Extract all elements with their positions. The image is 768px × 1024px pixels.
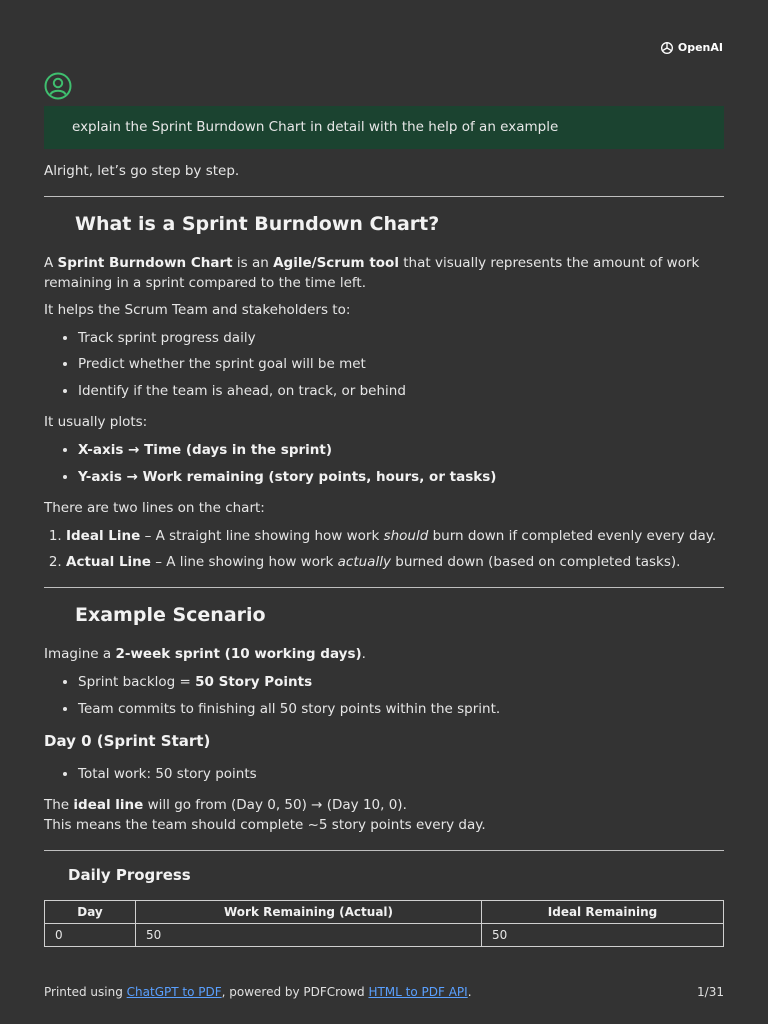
response-content	[44, 162, 724, 947]
section-title-example: Example Scenario	[75, 603, 266, 626]
list-item: 1. Ideal Line – A straight line showing how work should burn down if completed evenly every day.	[66, 527, 724, 547]
day0-list	[44, 765, 724, 785]
intro-text: Alright, let’s go step by step.	[44, 163, 240, 179]
day0-title: Day 0 (Sprint Start)	[44, 732, 211, 751]
list-item: • Identify if the team is ahead, on track, or behind	[78, 382, 724, 402]
prompt-text: explain the Sprint Burndown Chart in detail with the help of an example	[72, 119, 559, 135]
list-item: • Predict whether the sprint goal will be met	[78, 355, 724, 375]
axes-list	[44, 441, 724, 487]
list-item: 2. Actual Line – A line showing how work actually burned down (based on completed tasks).	[66, 553, 724, 573]
definition-paragraph: A Sprint Burndown Chart is an Agile/Scrum tool that visually represents the amount of work remaining in a sprint compared to the time left.	[44, 255, 700, 291]
table-header-row	[45, 901, 724, 924]
footer	[44, 984, 724, 1001]
section-title-what-is: What is a Sprint Burndown Chart?	[75, 212, 440, 235]
openai-icon	[659, 40, 675, 56]
list-item: • Sprint backlog = 50 Story Points	[78, 673, 724, 693]
list-item: • Track sprint progress daily	[78, 329, 724, 349]
table-cell: 0	[45, 924, 136, 947]
means-text: This means the team should complete ~5 story points every day.	[44, 816, 486, 833]
table-cell: 50	[482, 924, 724, 947]
daily-progress-title: Daily Progress	[68, 865, 191, 884]
column-header: Day	[45, 901, 136, 924]
html-to-pdf-api-link[interactable]: HTML to PDF API	[368, 985, 468, 999]
divider	[44, 587, 724, 588]
helps-text: It helps the Scrum Team and stakeholders to:	[44, 302, 351, 319]
plots-text: It usually plots:	[44, 414, 148, 431]
ideal-line-paragraph: The ideal line will go from (Day 0, 50) → (Day 10, 0).	[44, 797, 407, 814]
brand-name: OpenAI	[677, 41, 723, 55]
column-header: Work Remaining (Actual)	[136, 901, 482, 924]
openai-logo	[659, 40, 723, 56]
list-item: • X-axis → Time (days in the sprint)	[78, 441, 724, 461]
two-lines-text: There are two lines on the chart:	[44, 500, 265, 517]
chatgpt-to-pdf-link[interactable]: ChatGPT to PDF	[126, 985, 222, 999]
page-number: 1/31	[697, 985, 724, 999]
footer-credit: Printed using ChatGPT to PDF, powered by PDFCrowd HTML to PDF API.	[44, 985, 472, 999]
progress-table	[44, 900, 724, 947]
imagine-paragraph: Imagine a 2-week sprint (10 working days).	[44, 646, 366, 663]
divider	[44, 196, 724, 197]
table-row	[45, 924, 724, 947]
scenario-list	[44, 673, 724, 719]
user-prompt	[44, 106, 724, 149]
column-header: Ideal Remaining	[482, 901, 724, 924]
user-avatar-icon	[44, 72, 72, 100]
table-cell: 50	[136, 924, 482, 947]
list-item: • Y-axis → Work remaining (story points, hours, or tasks)	[78, 468, 724, 488]
list-item: • Total work: 50 story points	[78, 765, 724, 785]
helps-list	[44, 329, 724, 402]
divider	[44, 850, 724, 851]
lines-list	[44, 527, 724, 573]
list-item: • Team commits to finishing all 50 story points within the sprint.	[78, 700, 724, 720]
